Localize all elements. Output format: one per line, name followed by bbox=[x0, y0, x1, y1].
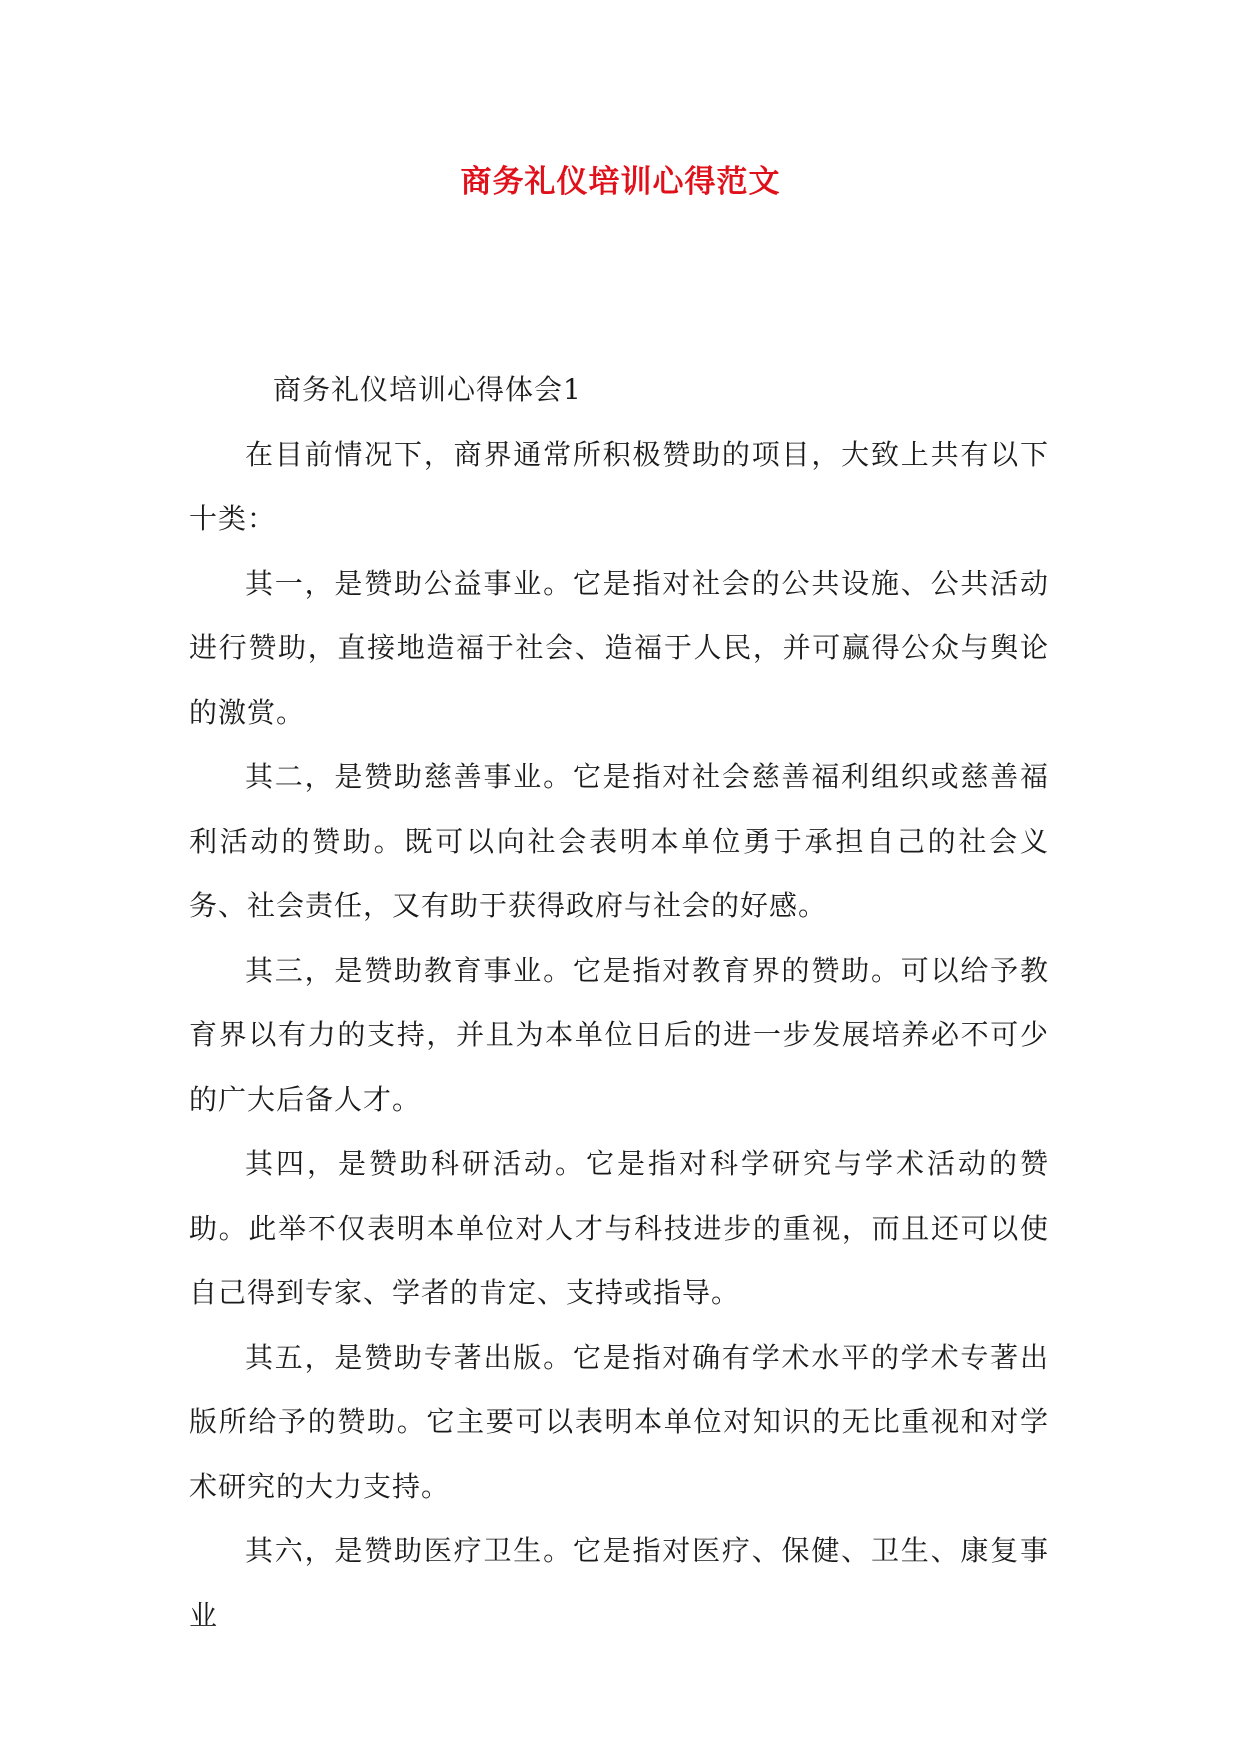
paragraph: 其四，是赞助科研活动。它是指对科学研究与学术活动的赞助。此举不仅表明本单位对人才与科技进步的重视，而且还可以使自己得到专家、学者的肯定、支持或指导。 bbox=[189, 1147, 1049, 1309]
paragraph: 其六，是赞助医疗卫生。它是指对医疗、保健、卫生、康复事业 bbox=[189, 1534, 1049, 1632]
section-heading: 商务礼仪培训心得体会1 bbox=[273, 373, 582, 406]
paragraph: 其一，是赞助公益事业。它是指对社会的公共设施、公共活动进行赞助，直接地造福于社会、造福于人民，并可赢得公众与舆论的激赏。 bbox=[189, 566, 1049, 729]
paragraph: 其三，是赞助教育事业。它是指对教育界的赞助。可以给予教育界以有力的支持，并且为本单位日后的进一步发展培养必不可少的广大后备人才。 bbox=[189, 953, 1049, 1116]
paragraph: 其二，是赞助慈善事业。它是指对社会慈善福利组织或慈善福利活动的赞助。既可以向社会表明本单位勇于承担自己的社会义务、社会责任，又有助于获得政府与社会的好感。 bbox=[189, 760, 1049, 922]
paragraph: 在目前情况下，商界通常所积极赞助的项目，大致上共有以下十类： bbox=[189, 437, 1049, 535]
document-body bbox=[189, 358, 1049, 1648]
document-title: 商务礼仪培训心得范文 bbox=[460, 164, 781, 200]
paragraph: 其五，是赞助专著出版。它是指对确有学术水平的学术专著出版所给予的赞助。它主要可以表明本单位对知识的无比重视和对学术研究的大力支持。 bbox=[189, 1340, 1049, 1503]
